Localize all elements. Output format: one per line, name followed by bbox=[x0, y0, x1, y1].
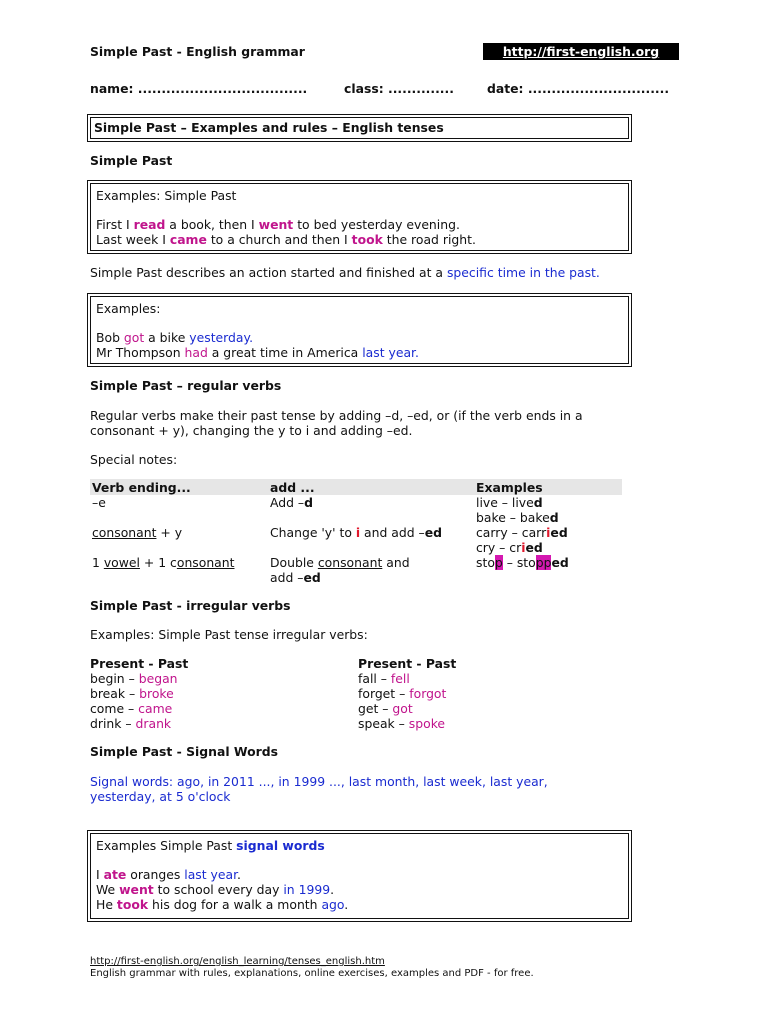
section-heading-regular-verbs: Simple Past – regular verbs bbox=[90, 378, 282, 393]
examples-box-1 bbox=[90, 183, 629, 251]
simple-past-description: Simple Past describes an action started and finished at a specific time in the past. bbox=[90, 265, 600, 280]
irregular-col-header-left: Present - Past bbox=[90, 656, 189, 671]
examples-box-2-title: Examples: bbox=[96, 301, 161, 316]
irregular-verbs-intro: Examples: Simple Past tense irregular verbs: bbox=[90, 627, 368, 642]
class-label: class: bbox=[344, 81, 384, 96]
date-dots: .............................. bbox=[527, 81, 670, 96]
title-box-text: Simple Past – Examples and rules – English tenses bbox=[94, 120, 444, 135]
table-cell-add: Change 'y' to i and add –ed bbox=[270, 525, 443, 540]
examples-box-1-title: Examples: Simple Past bbox=[96, 188, 237, 203]
table-cell-example: cry – cried bbox=[476, 540, 543, 555]
examples-box-3-title: Examples Simple Past signal words bbox=[96, 838, 325, 853]
footer-text: English grammar with rules, explanations, online exercises, examples and PDF - for free. bbox=[90, 968, 534, 979]
site-link[interactable]: http://first-english.org bbox=[483, 43, 679, 60]
name-label: name: bbox=[90, 81, 134, 96]
regular-verbs-text-line-2: consonant + y), changing the y to i and adding –ed. bbox=[90, 423, 413, 438]
footer-link[interactable]: http://first-english.org/english_learning/tenses_english.htm bbox=[90, 956, 385, 967]
examples-box-2 bbox=[90, 296, 629, 364]
table-header-examples: Examples bbox=[476, 480, 543, 495]
examples-box-3 bbox=[90, 833, 629, 919]
signal-words-line-1: Signal words: ago, in 2011 ..., in 1999 ..., last month, last week, last year, bbox=[90, 774, 548, 789]
title-box bbox=[90, 117, 629, 139]
document-title: Simple Past - English grammar bbox=[90, 44, 305, 59]
table-cell-add: add –ed bbox=[270, 570, 321, 585]
example-line: Bob got a bike yesterday. bbox=[96, 330, 254, 345]
example-line: I ate oranges last year. bbox=[96, 867, 241, 882]
example-line: First I read a book, then I went to bed yesterday evening. bbox=[96, 217, 460, 232]
list-item: drink – drank bbox=[90, 716, 172, 731]
name-dots: .................................... bbox=[137, 81, 308, 96]
example-line: Mr Thompson had a great time in America last year. bbox=[96, 345, 419, 360]
table-cell-add: Add –d bbox=[270, 495, 313, 510]
list-item: fall – fell bbox=[358, 671, 410, 686]
list-item: get – got bbox=[358, 701, 413, 716]
list-item: break – broke bbox=[90, 686, 174, 701]
table-header-verb-ending: Verb ending... bbox=[92, 480, 191, 495]
name-field bbox=[90, 81, 307, 96]
table-cell-example: live – lived bbox=[476, 495, 543, 510]
table-cell-add: Double consonant and bbox=[270, 555, 410, 570]
list-item: come – came bbox=[90, 701, 173, 716]
table-cell-example: stop – stopped bbox=[476, 555, 569, 570]
irregular-col-header-right: Present - Past bbox=[358, 656, 457, 671]
date-field bbox=[487, 81, 669, 96]
table-cell-example: bake – baked bbox=[476, 510, 559, 525]
list-item: begin – began bbox=[90, 671, 178, 686]
regular-verbs-text-line-1: Regular verbs make their past tense by adding –d, –ed, or (if the verb ends in a bbox=[90, 408, 583, 423]
table-header-add: add ... bbox=[270, 480, 315, 495]
list-item: forget – forgot bbox=[358, 686, 447, 701]
signal-words-line-2: yesterday, at 5 o'clock bbox=[90, 789, 231, 804]
table-cell-example: carry – carried bbox=[476, 525, 568, 540]
example-line: We went to school every day in 1999. bbox=[96, 882, 335, 897]
section-heading-signal-words: Simple Past - Signal Words bbox=[90, 744, 278, 759]
section-heading-irregular-verbs: Simple Past - irregular verbs bbox=[90, 598, 291, 613]
class-dots: .............. bbox=[388, 81, 454, 96]
table-cell-ending: consonant + y bbox=[92, 525, 183, 540]
section-heading-simple-past: Simple Past bbox=[90, 153, 173, 168]
list-item: speak – spoke bbox=[358, 716, 446, 731]
table-cell-ending: 1 vowel + 1 consonant bbox=[92, 555, 235, 570]
class-field bbox=[344, 81, 454, 96]
special-notes-label: Special notes: bbox=[90, 452, 178, 467]
table-cell-ending: –e bbox=[92, 495, 106, 510]
example-line: Last week I came to a church and then I took the road right. bbox=[96, 232, 476, 247]
example-line: He took his dog for a walk a month ago. bbox=[96, 897, 349, 912]
date-label: date: bbox=[487, 81, 524, 96]
